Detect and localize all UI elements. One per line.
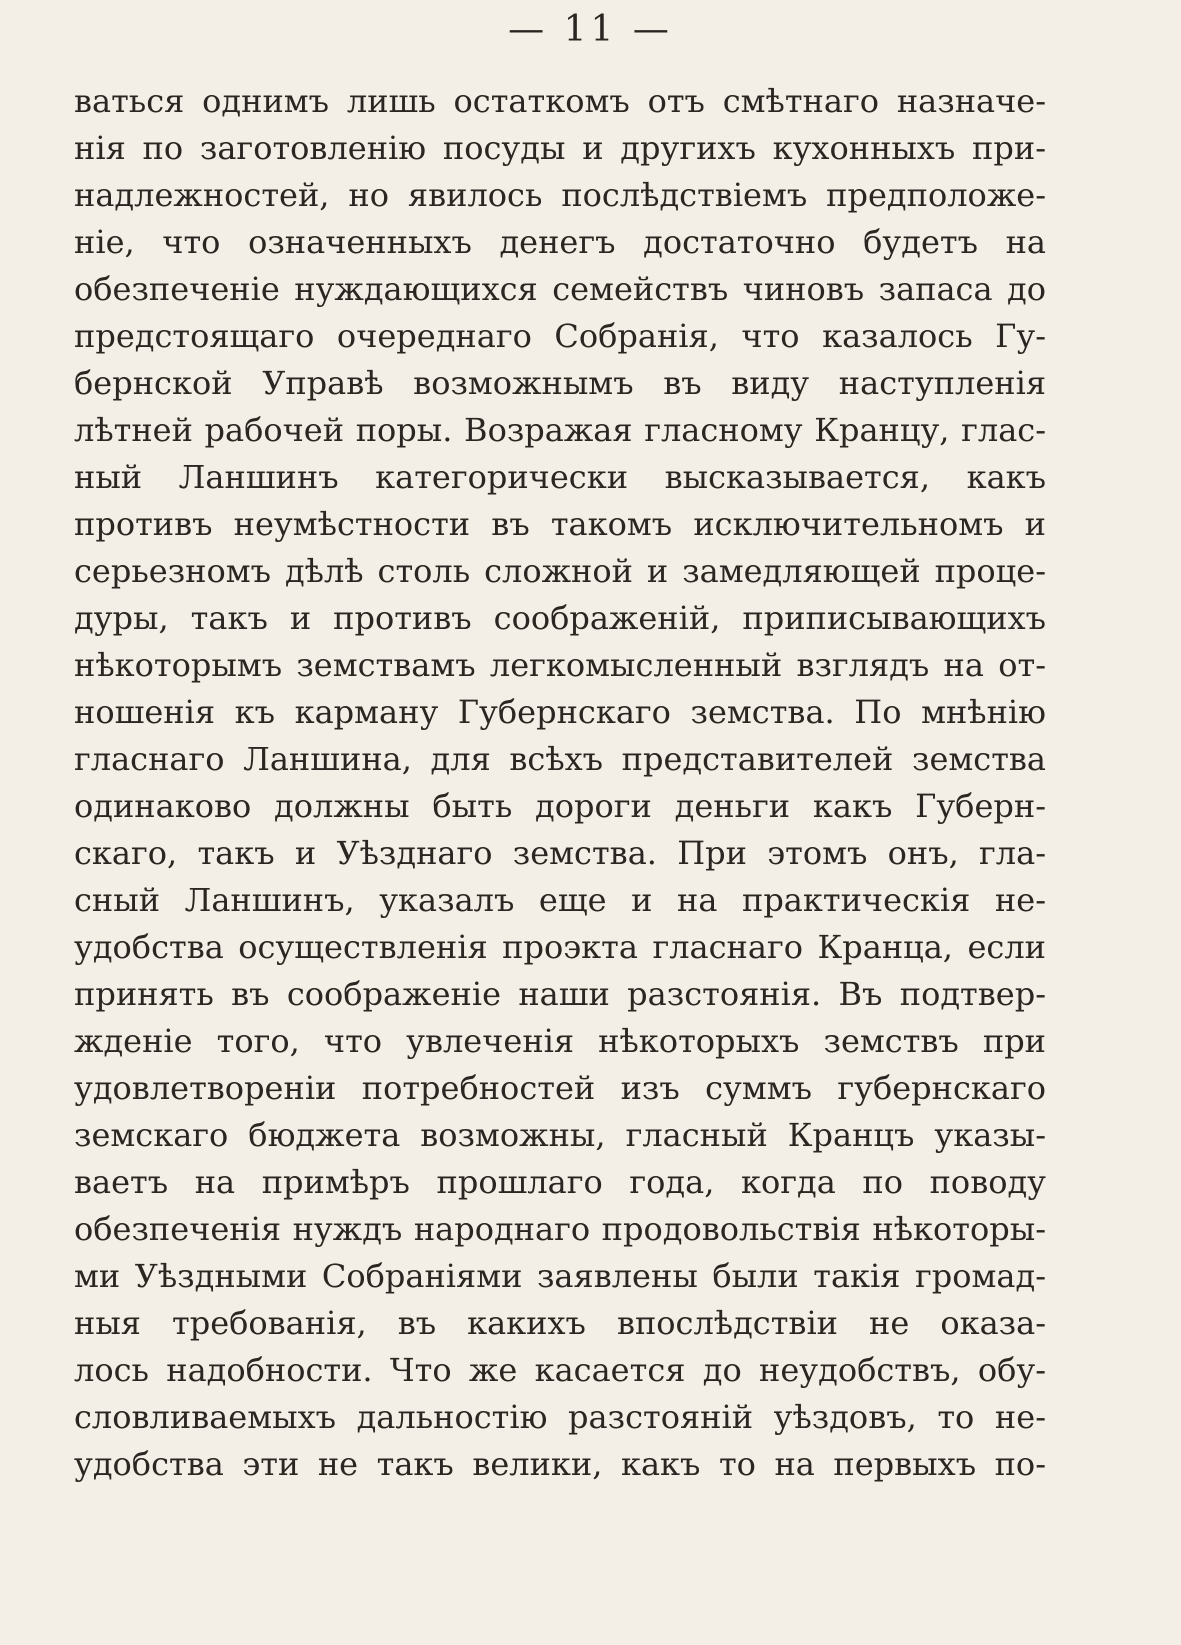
text-line: дуры, такъ и противъ соображеній, приписывающихъ <box>74 599 1046 637</box>
text-line: удобства осуществленія проэкта гласнаго Кранца, если <box>74 928 1046 966</box>
text-line: обезпеченія нуждъ народнаго продовольствія нѣкоторы- <box>74 1210 1046 1248</box>
text-line: скаго, такъ и Уѣзднаго земства. При этомъ онъ, гла- <box>74 834 1046 872</box>
text-line: земскаго бюджета возможны, гласный Кранцъ указы- <box>74 1116 1046 1154</box>
text-line: удовлетвореніи потребностей изъ суммъ губернскаго <box>74 1069 1046 1107</box>
text-line: удобства эти не такъ велики, какъ то на первыхъ по- <box>74 1445 1046 1483</box>
text-line: гласнаго Ланшина, для всѣхъ представителей земства <box>74 740 1046 778</box>
page-number: — 11 — <box>508 9 673 50</box>
text-line: ныя требованія, въ какихъ впослѣдствіи не оказа- <box>74 1304 1046 1342</box>
text-line: надлежностей, но явилось послѣдствіемъ предположе- <box>74 176 1046 214</box>
text-line: лось надобности. Что же касается до неудобствъ, обу- <box>74 1351 1046 1389</box>
text-line: нія по заготовленію посуды и другихъ кухонныхъ при- <box>74 129 1046 167</box>
text-line: предстоящаго очереднаго Собранія, что казалось Гу- <box>74 317 1046 355</box>
text-line: ваетъ на примѣръ прошлаго года, когда по поводу <box>74 1163 1046 1201</box>
text-line: принять въ соображеніе наши разстоянія. Въ подтвер- <box>74 975 1046 1013</box>
text-line: серьезномъ дѣлѣ столь сложной и замедляющей проце- <box>74 552 1046 590</box>
text-line: словливаемыхъ дальностію разстояній уѣздовъ, то не- <box>74 1398 1046 1436</box>
text-line: сный Ланшинъ, указалъ еще и на практическія не- <box>74 881 1046 919</box>
text-line: нѣкоторымъ земствамъ легкомысленный взглядъ на от- <box>74 646 1046 684</box>
text-line: противъ неумѣстности въ такомъ исключительномъ и <box>74 505 1046 543</box>
text-line: бернской Управѣ возможнымъ въ виду наступленія <box>74 364 1046 402</box>
text-line: ми Уѣздными Собраніями заявлены были такія громад- <box>74 1257 1046 1295</box>
text-line: жденіе того, что увлеченія нѣкоторыхъ земствъ при <box>74 1022 1046 1060</box>
text-line: обезпеченіе нуждающихся семействъ чиновъ запаса до <box>74 270 1046 308</box>
text-line: ваться однимъ лишь остаткомъ отъ смѣтнаго назначе- <box>74 82 1046 120</box>
text-line: ный Ланшинъ категорически высказывается, какъ <box>74 458 1046 496</box>
text-line: одинаково должны быть дороги деньги какъ Губерн- <box>74 787 1046 825</box>
body-text <box>74 78 1046 1488</box>
text-line: ношенія къ карману Губернскаго земства. По мнѣнію <box>74 693 1046 731</box>
text-line: ніе, что означенныхъ денегъ достаточно будетъ на <box>74 223 1046 261</box>
text-line: лѣтней рабочей поры. Возражая гласному Кранцу, глас- <box>74 411 1046 449</box>
